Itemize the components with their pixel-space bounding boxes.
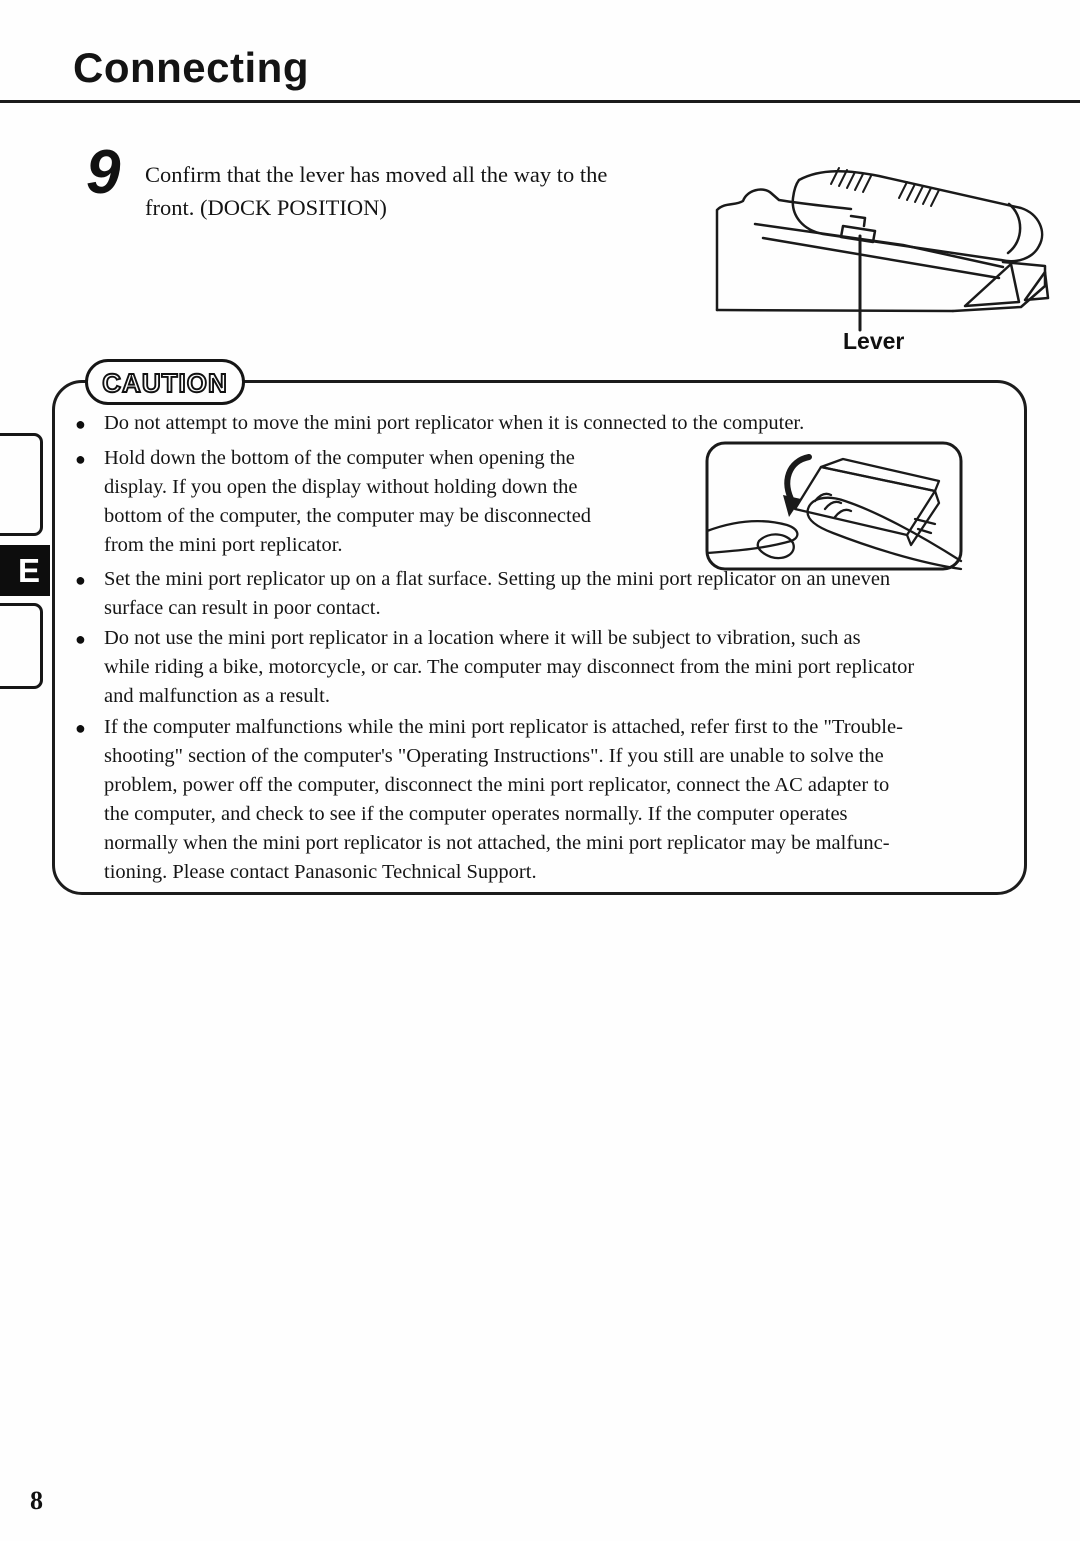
caution-badge — [85, 359, 245, 405]
caution-bullet — [75, 444, 700, 560]
bullet-line: and malfunction as a result. — [104, 685, 331, 707]
bullet-line: If the computer malfunctions while the mini port replicator is attached, refer first to the "Trouble- — [104, 716, 903, 738]
step-instruction-line: Confirm that the lever has moved all the way to the — [145, 162, 608, 187]
bullet-icon: ● — [75, 414, 86, 434]
step-instruction-line: front. (DOCK POSITION) — [145, 195, 387, 220]
bullet-line: Do not use the mini port replicator in a location where it will be subject to vibration, such as — [104, 627, 861, 649]
bullet-line: normally when the mini port replicator is not attached, the mini port replicator may be malfunc- — [104, 832, 890, 854]
bullet-icon: ● — [75, 629, 86, 649]
page-title: Connecting — [73, 44, 309, 91]
bullet-line: bottom of the computer, the computer may be disconnected — [104, 505, 592, 527]
hold-display-figure — [703, 439, 965, 573]
step-instruction — [145, 158, 720, 224]
caution-bullet — [75, 624, 1015, 711]
bullet-line: surface can result in poor contact. — [104, 597, 381, 619]
step-number: 9 — [86, 138, 121, 207]
caution-badge-text: CAUTION — [102, 368, 228, 398]
bullet-icon: ● — [75, 570, 86, 590]
dock-lever-figure — [703, 146, 1051, 334]
caution-box — [52, 368, 1027, 895]
bullet-line: while riding a bike, motorcycle, or car. The computer may disconnect from the mini port replicator — [104, 656, 915, 678]
page-number: 8 — [30, 1486, 43, 1515]
margin-tab-blank-bottom — [0, 603, 43, 689]
bullet-line: from the mini port replicator. — [104, 534, 343, 556]
title-divider — [0, 100, 1080, 103]
bullet-line: shooting" section of the computer's "Operating Instructions". If you still are unable to solve the — [104, 745, 884, 767]
caution-bullet — [75, 713, 1015, 887]
margin-tab-blank-top — [0, 433, 43, 536]
language-tab-e: E — [0, 545, 50, 596]
caution-bullet — [75, 565, 1015, 623]
bullet-line: Do not attempt to move the mini port replicator when it is connected to the computer. — [104, 412, 805, 434]
bullet-icon: ● — [75, 718, 86, 738]
bullet-line: problem, power off the computer, disconnect the mini port replicator, connect the AC adapter to — [104, 774, 890, 796]
bullet-line: Set the mini port replicator up on a flat surface. Setting up the mini port replicator on an uneven — [104, 568, 891, 590]
bullet-icon: ● — [75, 449, 86, 469]
bullet-line: the computer, and check to see if the computer operates normally. If the computer operates — [104, 803, 848, 825]
bullet-line: tioning. Please contact Panasonic Technical Support. — [104, 861, 537, 883]
bullet-line: Hold down the bottom of the computer when opening the — [104, 447, 575, 469]
caution-bullet — [75, 409, 1015, 438]
caution-outline-text — [90, 364, 240, 400]
lever-callout-label: Lever — [843, 328, 905, 354]
bullet-line: display. If you open the display without holding down the — [104, 476, 578, 498]
